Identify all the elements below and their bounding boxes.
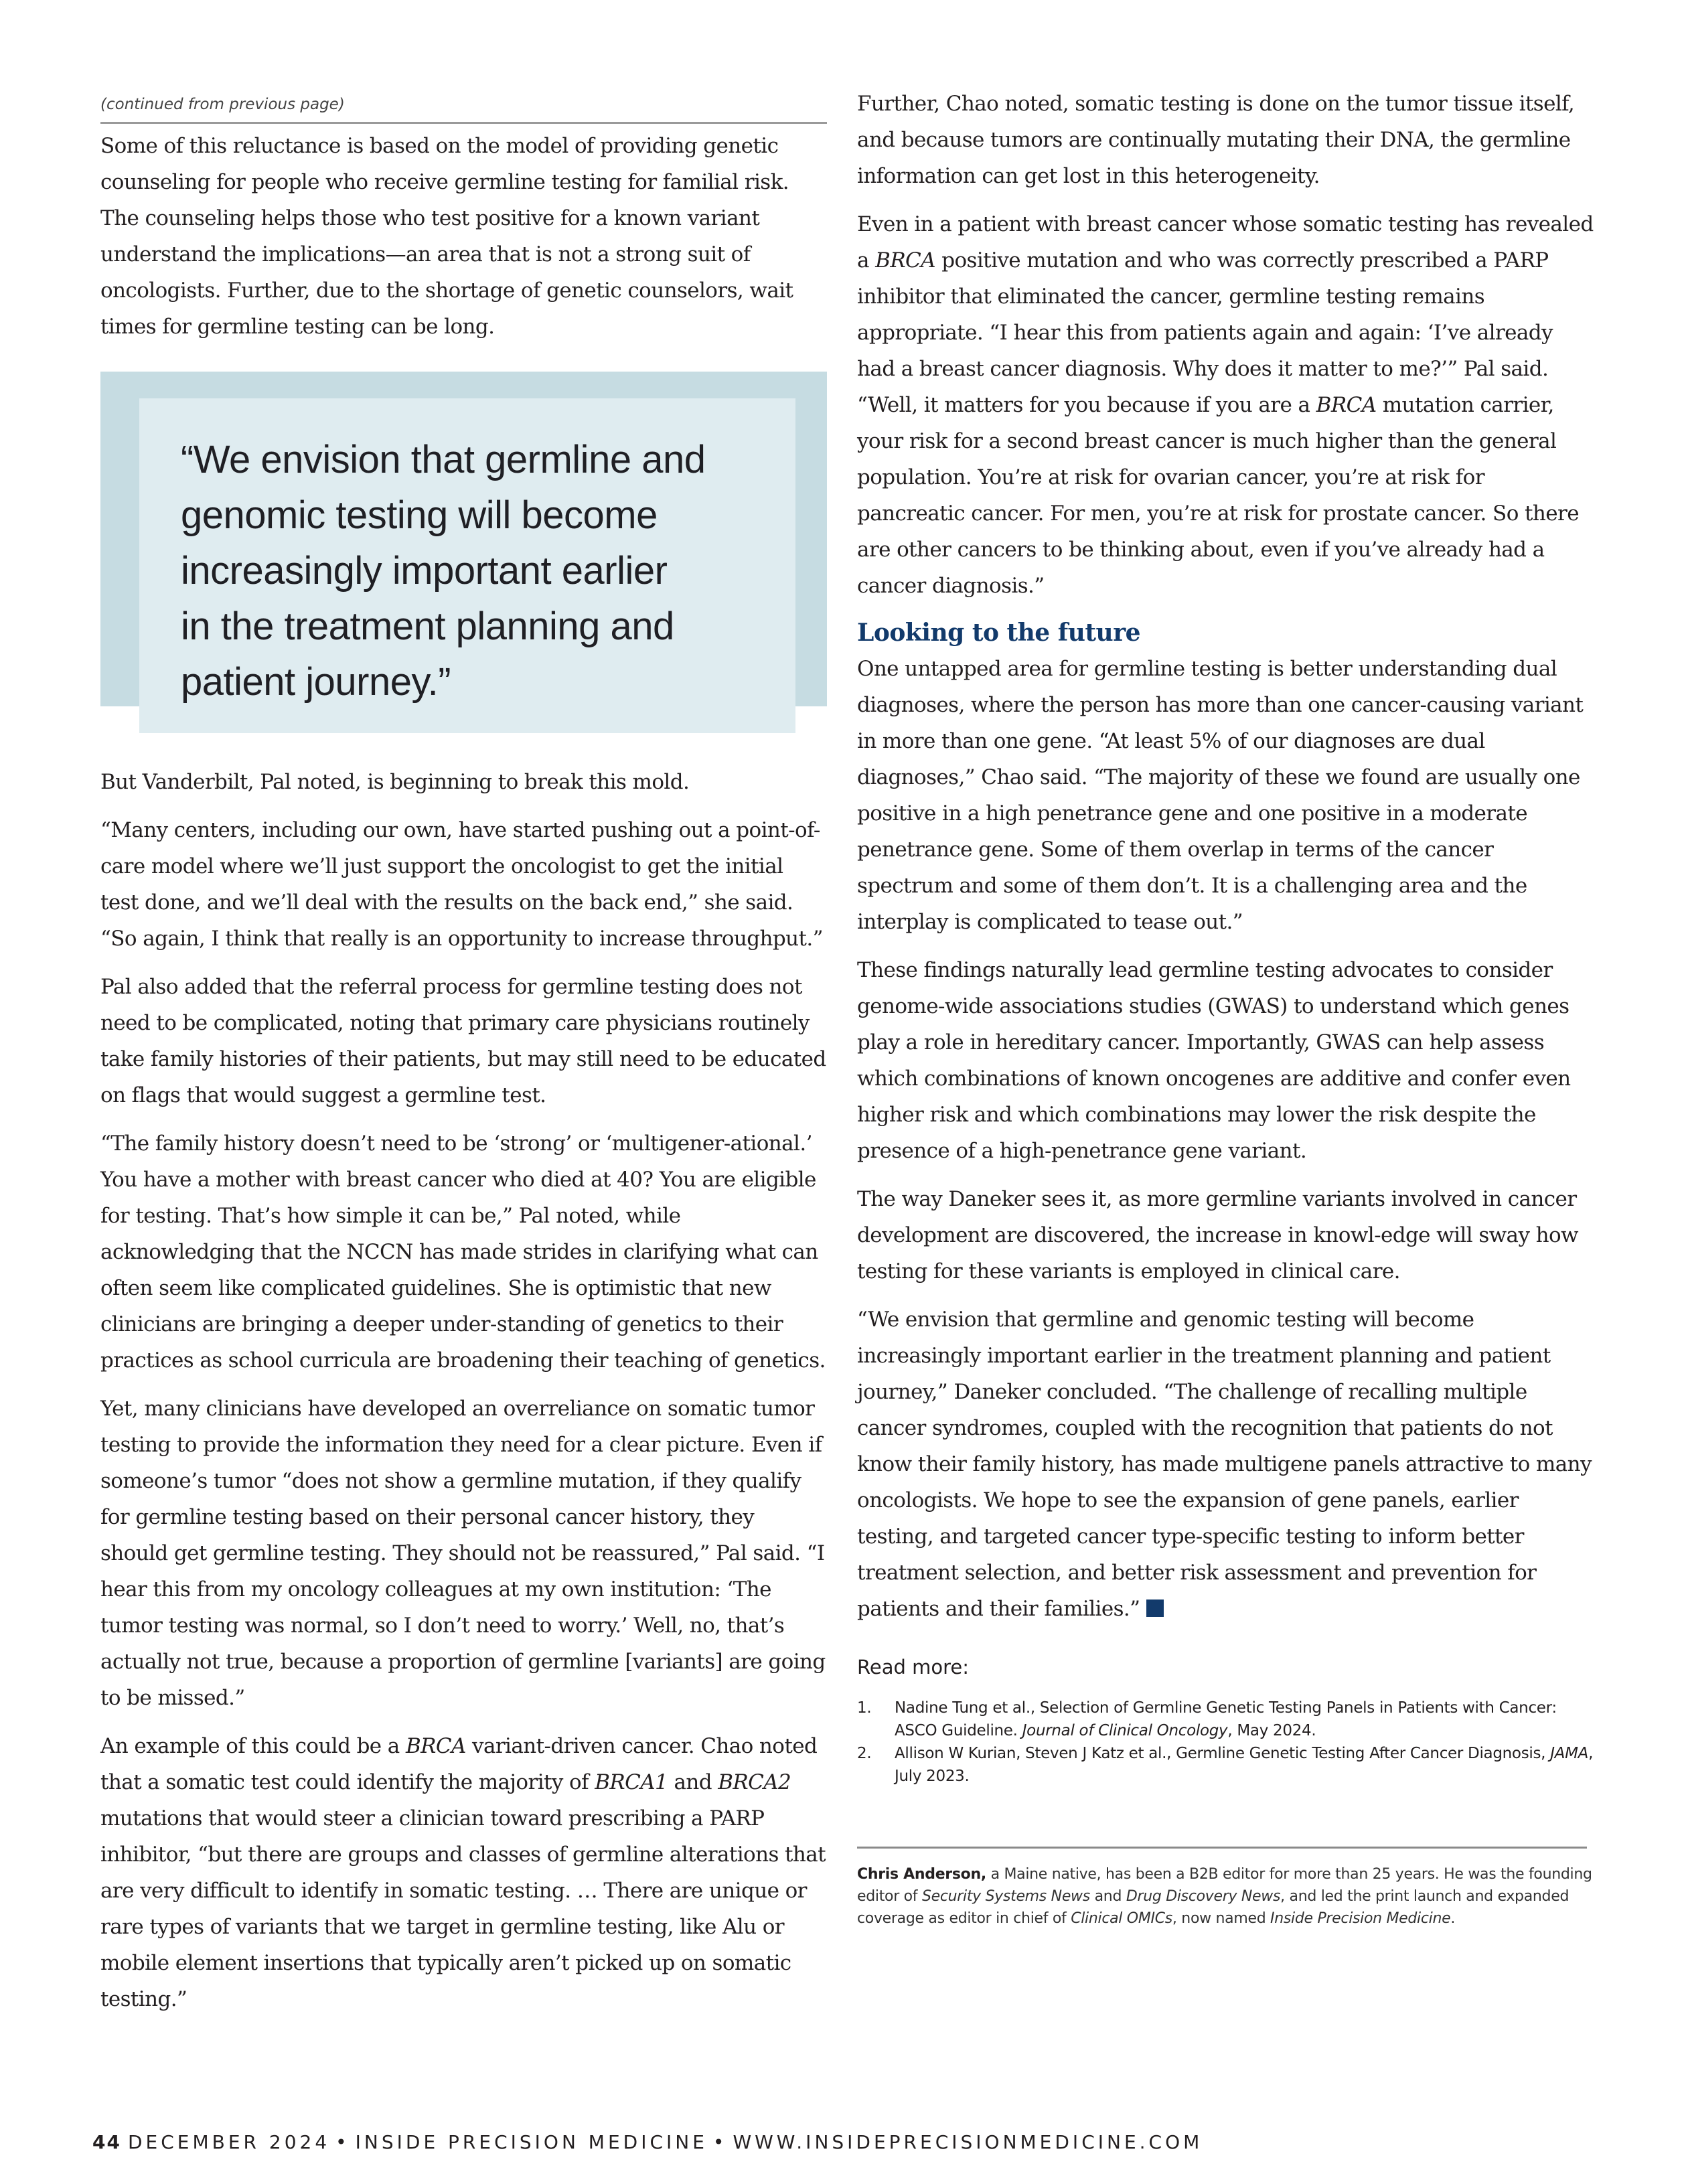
pull-quote-line: in the treatment planning and: [181, 605, 674, 648]
reference-list: [857, 1697, 1594, 1788]
publication-name: Security Systems News: [921, 1888, 1090, 1905]
pull-quote-text: [181, 432, 770, 710]
bio-divider: [857, 1847, 1587, 1849]
gene-name: BRCA2: [718, 1770, 791, 1794]
text-run: , July 2023.: [895, 1745, 1594, 1785]
text-run: Even in a patient with breast cancer whose somatic testing has revealed a: [857, 212, 1594, 272]
author-bio: [857, 1863, 1594, 1930]
text-run: mutation carrier, your risk for a second breast cancer is much higher than the general population. You’re at risk for ovarian cancer, you’re at risk for pancreatic cancer. For men, you’re at risk for prostate cancer. So there are other cancers to be thinking about, even if you’ve already had a cancer diagnosis.”: [857, 393, 1579, 598]
text-run: variant-driven cancer. Chao noted that a somatic test could identify the majority of: [100, 1734, 818, 1794]
body-paragraph: Yet, many clinicians have developed an overreliance on somatic tumor testing to provide the information they need for a clear picture. Even if someone’s tumor “does not show a germline mutation, if they qualify for germline testing based on their personal cancer history, they should get germline testing. They should not be reassured,” Pal said. “I hear this from my oncology colleagues at my own institution: ‘The tumor testing was normal, so I don’t need to worry.’ Well, no, that’s actually not true, because a proportion of germline [variants] are going to be missed.”: [100, 1397, 826, 1710]
gene-name: BRCA1: [595, 1770, 668, 1794]
reference-text: [895, 1742, 1594, 1788]
pull-quote: [100, 372, 827, 733]
gene-name: BRCA: [1316, 393, 1377, 417]
pull-quote-panel: [139, 398, 795, 733]
text-run: , now named: [1172, 1910, 1271, 1927]
body-paragraph: Some of this reluctance is based on the model of providing genetic counseling for people who receive germline testing for familial risk. The counseling helps those who test positive for a known variant understand the implications—an area that is not a strong suit of oncologists. Further, due to the shortage of genetic counselors, wait times for germline testing can be long.: [100, 134, 793, 339]
text-run: positive mutation and who was correctly prescribed a PARP inhibitor that eliminated the cancer, germline testing remains appropriate. “I hear this from patients again and again: ‘I’ve already had a breast cancer diagnosis. Why does it matter to me?’” Pal said. “Well, it matters for you because if you are a: [857, 248, 1553, 417]
text-run: .: [1450, 1910, 1456, 1927]
reference-item: [857, 1742, 1594, 1788]
page-footer: [92, 2129, 1203, 2156]
publication-name: Inside Precision Medicine: [1270, 1910, 1451, 1927]
text-run: a Maine native, has been a B2B editor for more than 25 years. He was the founding editor of: [857, 1866, 1592, 1905]
text-run: “We envision that germline and genomic testing will become increasingly important earlier in the treatment planning and patient journey,” Daneker concluded. “The challenge of recalling multiple cancer syndromes, coupled with the recognition that patients do not know their family history, has made multigene panels attractive to many oncologists. We hope to see the expansion of gene panels, earlier testing, and targeted cancer type-specific testing to inform better treatment selection, and better risk assessment and prevention for patients and their families.”: [857, 1308, 1592, 1621]
body-paragraph: “The family history doesn’t need to be ‘strong’ or ‘multigener-ational.’ You have a mother with breast cancer who died at 40? You are eligible for testing. That’s how simple it can be,” Pal noted, while acknowledging that the NCCN has made strides in clarifying what can often seem like complicated guidelines. She is optimistic that new clinicians are bringing a deeper under-standing of genetics to their practices as school curricula are broadening their teaching of genetics.: [100, 1132, 826, 1373]
body-paragraph-final: [857, 1302, 1594, 1627]
body-paragraph-brca: [100, 1728, 827, 2017]
pull-quote-line: genomic testing will become: [181, 493, 658, 537]
body-paragraph: Pal also added that the referral process for germline testing does not need to be complicated, noting that primary care physicians routinely take family histories of their patients, but may still need to be educated on flags that would suggest a germline test.: [100, 975, 826, 1107]
publication-name: Drug Discovery News: [1126, 1888, 1281, 1905]
publication-name: INSIDE PRECISION MEDICINE: [355, 2131, 708, 2153]
reference-number: 2.: [857, 1745, 872, 1762]
body-paragraph: “Many centers, including our own, have started pushing out a point-of-care model where we’ll just support the oncologist to get the initial test done, and we’ll deal with the results on the back end,” she said. “So again, I think that really is an opportunity to increase throughput.”: [100, 818, 823, 951]
gene-name: BRCA: [875, 248, 935, 272]
end-of-article-mark-icon: [1146, 1600, 1164, 1617]
body-paragraph: One untapped area for germline testing is better understanding dual diagnoses, where the person has more than one cancer-causing variant in more than one gene. “At least 5% of our diagnoses are dual diagnoses,” Chao said. “The majority of these we found are usually one positive in a high penetrance gene and one positive in a moderate penetrance gene. Some of them overlap in terms of the cancer spectrum and some of them don’t. It is a challenging area and the interplay is complicated to tease out.”: [857, 657, 1584, 934]
text-run: and: [1089, 1888, 1126, 1905]
reference-item: [857, 1697, 1594, 1742]
left-column: [100, 94, 827, 2029]
read-more-label: Read more:: [857, 1656, 969, 1679]
text-run: , May 2024.: [1227, 1722, 1316, 1739]
body-paragraph: Further, Chao noted, somatic testing is done on the tumor tissue itself, and because tumors are continually mutating their DNA, the germline information can get lost in this heterogeneity.: [857, 92, 1575, 188]
text-run: and: [668, 1770, 718, 1794]
right-column: [857, 86, 1594, 1930]
continued-label: (continued from previous page): [100, 94, 827, 124]
text-run: Nadine Tung et al., Selection of Germline Genetic Testing Panels in Patients with Cancer: ASCO Guideline.: [895, 1699, 1557, 1739]
text-run: mutations that would steer a clinician toward prescribing a PARP inhibitor, “but there are groups and classes of germline alterations that are very difficult to identify in somatic testing. … There are unique or rare types of variants that we target in germline testing, like Alu or mobile element insertions that typically aren’t picked up on somatic testing.”: [100, 1806, 826, 2011]
gene-name: BRCA: [405, 1734, 466, 1758]
pull-quote-line: patient journey.”: [181, 660, 451, 704]
publication-name: Clinical OMICs: [1071, 1910, 1172, 1927]
pull-quote-line: increasingly important earlier: [181, 549, 668, 593]
body-paragraph: But Vanderbilt, Pal noted, is beginning to break this mold.: [100, 770, 690, 794]
issue-date: DECEMBER 2024: [127, 2131, 331, 2153]
journal-name: JAMA: [1550, 1745, 1589, 1762]
body-paragraph: These findings naturally lead germline testing advocates to consider genome-wide associations studies (GWAS) to understand which genes play a role in hereditary cancer. Importantly, GWAS can help assess which combinations of known oncogenes are additive and confer even higher risk and which combinations may lower the risk despite the presence of a high-penetrance gene variant.: [857, 958, 1571, 1163]
website-url[interactable]: WWW.INSIDEPRECISIONMEDICINE.COM: [733, 2131, 1203, 2153]
footer-separator: •: [335, 2131, 350, 2153]
author-name: Chris Anderson,: [857, 1866, 986, 1883]
footer-separator: •: [712, 2131, 728, 2153]
text-run: An example of this could be a: [100, 1734, 406, 1758]
page-number: 44: [92, 2131, 121, 2153]
text-run: Allison W Kurian, Steven J Katz et al., Germline Genetic Testing After Cancer Diagnosis,: [895, 1745, 1551, 1762]
reference-number: 1.: [857, 1699, 872, 1717]
text-run: , and led the print launch and expanded coverage as editor in chief of: [857, 1888, 1570, 1927]
body-paragraph: The way Daneker sees it, as more germline variants involved in cancer development are discovered, the increase in knowl-edge will sway how testing for these variants is employed in clinical care.: [857, 1187, 1578, 1283]
section-subhead: Looking to the future: [857, 619, 1141, 647]
journal-name: Journal of Clinical Oncology: [1022, 1722, 1228, 1739]
reference-text: [895, 1697, 1594, 1742]
pull-quote-line: “We envision that germline and: [181, 438, 706, 481]
body-paragraph-brca-risk: [857, 206, 1594, 604]
